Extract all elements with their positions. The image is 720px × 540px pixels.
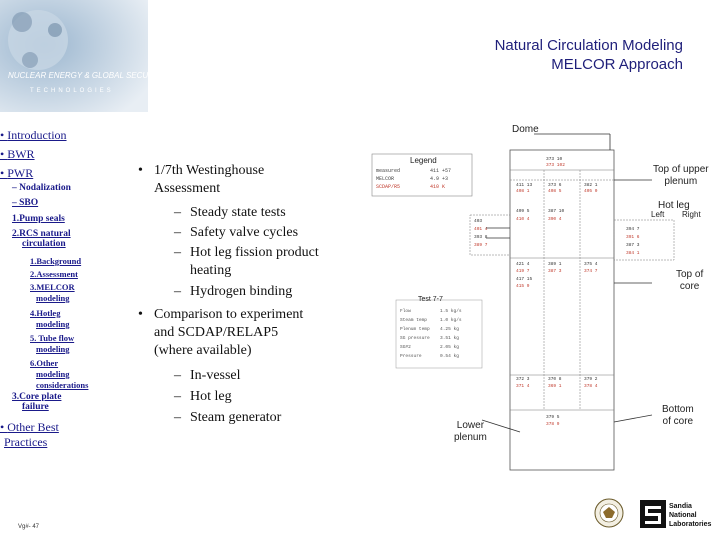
svg-text:387 3: 387 3 — [626, 243, 640, 248]
svg-text:419 7: 419 7 — [516, 269, 530, 274]
label-lower-plenum: Lower plenum — [454, 420, 487, 443]
label-test: Test 7-7 — [418, 296, 443, 303]
legend-title: Legend — [410, 156, 437, 165]
label-dome: Dome — [512, 124, 539, 135]
nav-melcor-modeling[interactable]: 3.MELCOR modeling — [30, 282, 75, 303]
svg-text:391 6: 391 6 — [626, 235, 640, 240]
logo-text: NUCLEAR ENERGY & GLOBAL SECURITY — [8, 71, 167, 80]
svg-text:421 4: 421 4 — [516, 262, 530, 267]
label-left: Left — [651, 210, 665, 219]
sandia-logo — [640, 498, 710, 532]
nav-rcs-circulation[interactable]: 2.RCS natural circulation — [12, 229, 71, 249]
bullet-comparison: Comparison to experiment and SCDAP/RELAP5 (where available) — [154, 307, 304, 358]
svg-text:408 1: 408 1 — [516, 189, 530, 194]
svg-text:369 1: 369 1 — [548, 384, 562, 389]
svg-text:2.05 kg: 2.05 kg — [440, 345, 459, 350]
svg-text:379 2: 379 2 — [584, 377, 598, 382]
vessel-temperature-diagram — [370, 120, 715, 500]
svg-text:389 7: 389 7 — [474, 243, 488, 248]
nav-introduction[interactable]: • Introduction — [0, 128, 67, 142]
svg-text:393 8: 393 8 — [474, 235, 488, 240]
svg-text:Laboratories: Laboratories — [669, 521, 712, 528]
nav-other-modeling[interactable]: 6.Other modeling considerations — [30, 358, 89, 390]
svg-text:390 4: 390 4 — [548, 217, 562, 222]
title-line-2: MELCOR Approach — [551, 56, 683, 73]
sub-hydrogen-binding: Hydrogen binding — [190, 284, 293, 299]
label-right: Right — [682, 210, 701, 219]
svg-text:Flow: Flow — [400, 309, 411, 314]
svg-text:389 1: 389 1 — [548, 262, 562, 267]
nav-hotleg-modeling[interactable]: 4.Hotleg modeling — [30, 308, 70, 329]
svg-text:415 9: 415 9 — [516, 284, 530, 289]
nav-background[interactable]: 1.Background — [30, 256, 82, 266]
svg-text:measured: measured — [376, 168, 401, 174]
bullet-icon: • — [138, 163, 143, 178]
label-hot-leg: Hot leg — [658, 200, 690, 211]
svg-text:378 9: 378 9 — [546, 422, 560, 427]
nuclear-energy-logo — [0, 0, 167, 112]
doe-seal-icon — [594, 498, 624, 528]
svg-text:Plenum temp: Plenum temp — [400, 327, 430, 332]
svg-text:371 4: 371 4 — [516, 384, 530, 389]
label-top-upper-plenum: Top of upper plenum — [653, 164, 709, 187]
svg-text:417 15: 417 15 — [516, 277, 533, 282]
svg-text:387 3: 387 3 — [548, 269, 562, 274]
svg-text:408 5: 408 5 — [548, 189, 562, 194]
svg-text:SG pressure: SG pressure — [400, 336, 430, 341]
bullet-westinghouse: 1/7th Westinghouse Assessment — [154, 163, 265, 196]
svg-text:0.54 kg: 0.54 kg — [440, 354, 459, 359]
sub-hot-leg: Hot leg — [190, 389, 232, 404]
svg-text:379 5: 379 5 — [546, 415, 560, 420]
svg-text:403: 403 — [474, 219, 483, 224]
svg-text:374 7: 374 7 — [584, 269, 598, 274]
svg-text:370 8: 370 8 — [548, 377, 562, 382]
nav-pwr[interactable]: • PWR — [0, 166, 34, 180]
logo-subtext: TECHNOLOGIES — [30, 88, 114, 94]
svg-text:382 1: 382 1 — [584, 183, 598, 188]
svg-text:3.51 kg: 3.51 kg — [440, 336, 459, 341]
svg-text:373 10: 373 10 — [546, 157, 563, 162]
svg-text:1.5 kg/s: 1.5 kg/s — [440, 309, 462, 314]
nav-pump-seals[interactable]: 1.Pump seals — [12, 214, 65, 224]
label-top-of-core: Top of core — [676, 269, 704, 292]
svg-text:Pressure: Pressure — [400, 354, 422, 359]
nav-bwr[interactable]: • BWR — [0, 147, 35, 161]
svg-text:MELCOR: MELCOR — [376, 176, 395, 182]
svg-text:410 K: 410 K — [430, 184, 446, 190]
nav-other-best-practices[interactable]: • Other Best Practices — [0, 420, 59, 449]
sub-in-vessel: In-vessel — [190, 368, 241, 383]
svg-text:411 +57: 411 +57 — [430, 168, 452, 174]
svg-text:National: National — [669, 512, 697, 519]
svg-text:Steam temp: Steam temp — [400, 318, 428, 323]
nav-assessment[interactable]: 2.Assessment — [30, 269, 78, 279]
svg-text:378 4: 378 4 — [584, 384, 598, 389]
nav-sbo[interactable]: – SBO — [12, 198, 39, 208]
svg-text:SCDAP/R5: SCDAP/R5 — [376, 184, 401, 190]
svg-text:401 4: 401 4 — [474, 227, 488, 232]
svg-text:4.9 +3: 4.9 +3 — [430, 176, 449, 182]
svg-text:372 3: 372 3 — [516, 377, 530, 382]
title-line-1: Natural Circulation Modeling — [494, 37, 683, 54]
svg-text:405 0: 405 0 — [584, 189, 598, 194]
svg-text:373 102: 373 102 — [546, 163, 565, 168]
svg-text:373 6: 373 6 — [548, 183, 562, 188]
bullet-icon: • — [138, 307, 143, 322]
sub-steady-state: Steady state tests — [190, 205, 286, 220]
svg-text:387 10: 387 10 — [548, 209, 565, 214]
svg-text:SG#2: SG#2 — [400, 345, 411, 350]
svg-text:411 13: 411 13 — [516, 183, 533, 188]
nav-tubeflow-modeling[interactable]: 5. Tube flow modeling — [30, 333, 75, 354]
svg-text:375 4: 375 4 — [584, 262, 598, 267]
sub-safety-valve: Safety valve cycles — [190, 225, 299, 240]
slide-title — [495, 36, 683, 74]
svg-text:1.0 kg/s: 1.0 kg/s — [440, 318, 462, 323]
slide-number: Vg#- 47 — [18, 524, 40, 530]
label-bottom-of-core: Bottom of core — [662, 404, 694, 427]
nav-core-plate-failure[interactable]: 3.Core plate failure — [12, 392, 62, 412]
svg-text:394 7: 394 7 — [626, 227, 640, 232]
nav-nodalization[interactable]: – Nodalization — [12, 183, 71, 193]
svg-text:409 5: 409 5 — [516, 209, 530, 214]
svg-text:Sandia: Sandia — [669, 503, 692, 510]
sub-hot-leg-heating: Hot leg fission product heating — [190, 245, 319, 278]
svg-text:410 4: 410 4 — [516, 217, 530, 222]
sub-steam-generator: Steam generator — [190, 410, 282, 425]
svg-text:4.25 kg: 4.25 kg — [440, 327, 459, 332]
svg-text:384 1: 384 1 — [626, 251, 640, 256]
